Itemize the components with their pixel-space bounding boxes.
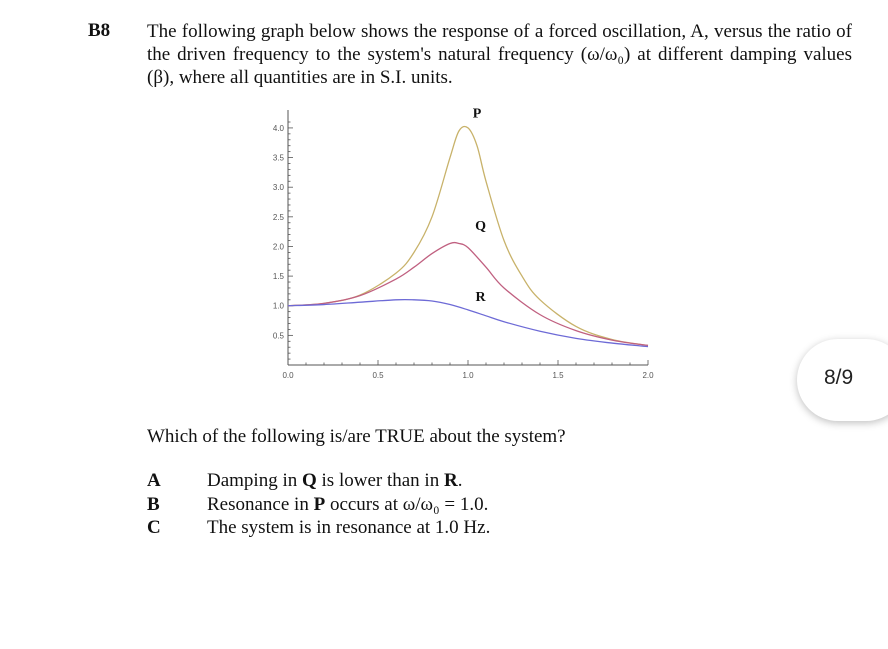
x-tick-label: 0.0 bbox=[282, 371, 294, 380]
y-tick-label: 2.5 bbox=[272, 212, 284, 222]
option-letter: B bbox=[147, 494, 160, 515]
option-text: Resonance in bbox=[207, 494, 314, 515]
y-tick-label: 4.0 bbox=[272, 123, 284, 133]
x-tick-label: 1.5 bbox=[552, 371, 564, 380]
option-a bbox=[147, 470, 462, 492]
option-bold: P bbox=[313, 494, 326, 515]
option-b bbox=[147, 494, 488, 516]
option-text: . bbox=[457, 470, 463, 491]
y-tick-label: 3.5 bbox=[272, 153, 284, 163]
page-indicator[interactable] bbox=[797, 339, 888, 421]
curve-r bbox=[288, 300, 648, 347]
option-text: is lower than in bbox=[316, 470, 444, 491]
option-letter: C bbox=[147, 517, 161, 538]
curve-label: P bbox=[472, 106, 482, 122]
option-letter: A bbox=[147, 470, 161, 491]
y-tick-label: 2.0 bbox=[272, 242, 284, 252]
y-tick-label: 0.5 bbox=[272, 331, 284, 341]
y-tick-label: 3.0 bbox=[272, 183, 284, 193]
option-bold: R bbox=[443, 470, 458, 491]
option-text: Damping in bbox=[207, 470, 302, 491]
curve-label: Q bbox=[475, 218, 487, 234]
question-prompt: Which of the following is/are TRUE about the system? bbox=[147, 426, 566, 447]
question-number: B8 bbox=[88, 20, 111, 41]
curve-q bbox=[288, 243, 648, 346]
question-stem: The following graph below shows the response of a forced oscillation, A, versus the ratio of the driven frequency to the system's natural frequency (ω/ω₀) at different damping values (β), where all quantities are in S.I. units. bbox=[147, 21, 852, 88]
option-c bbox=[147, 517, 490, 539]
y-tick-label: 1.0 bbox=[272, 301, 284, 311]
option-text: The system is in resonance at 1.0 Hz. bbox=[207, 517, 491, 538]
curve-p bbox=[288, 126, 648, 345]
x-tick-label: 2.0 bbox=[642, 371, 654, 380]
page-indicator-label: 8/9 bbox=[824, 366, 854, 389]
curve-label: R bbox=[475, 289, 486, 305]
x-tick-label: 0.5 bbox=[372, 371, 384, 380]
option-text: occurs at ω/ω₀ = 1.0. bbox=[325, 494, 489, 515]
x-tick-label: 1.0 bbox=[462, 371, 474, 380]
y-tick-label: 1.5 bbox=[272, 272, 284, 282]
option-bold: Q bbox=[302, 470, 317, 491]
